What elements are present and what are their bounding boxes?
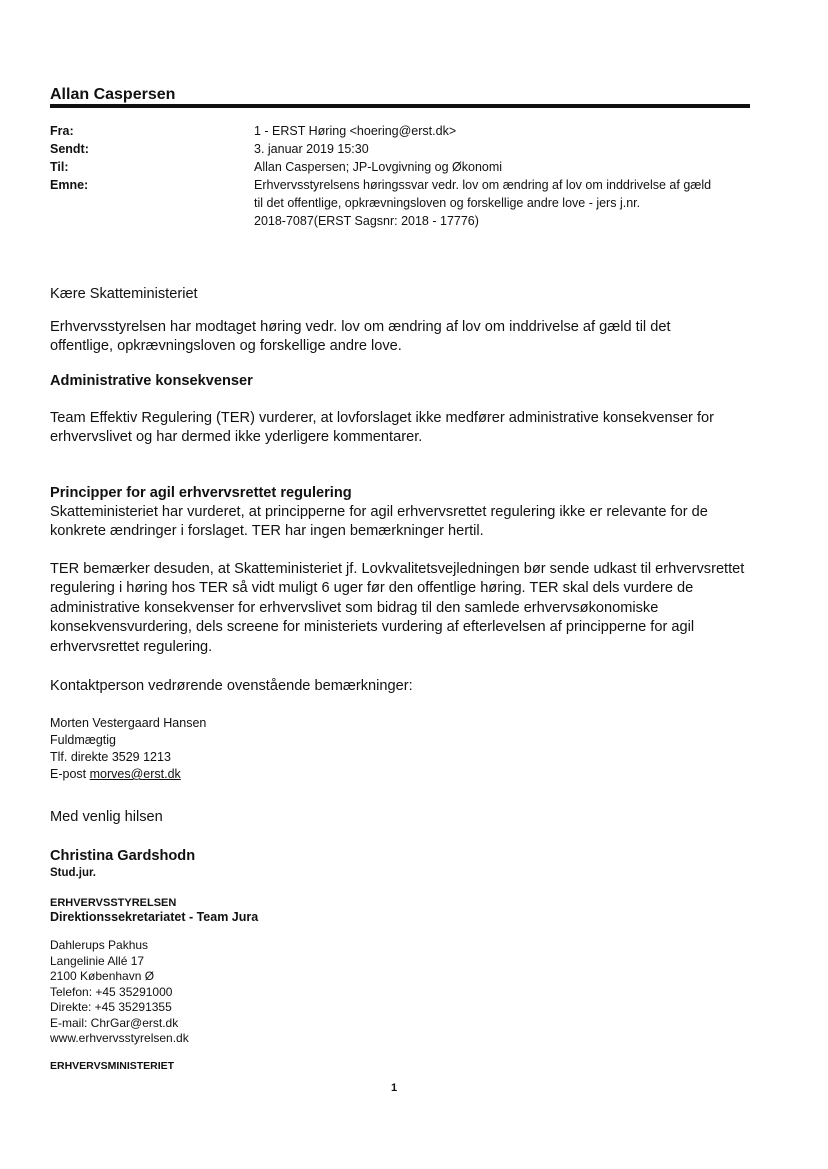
sender-name: Allan Caspersen (50, 86, 176, 103)
subject-label: Emne: (50, 178, 89, 192)
principles-paragraph (50, 503, 750, 542)
signature-title: Stud.jur. (50, 867, 96, 879)
intro-paragraph (50, 318, 750, 357)
header-rule (50, 104, 750, 108)
ter-paragraph (50, 560, 750, 657)
signature-org: ERHVERVSSTYRELSEN (50, 897, 177, 909)
address-line: E-mail: ChrGar@erst.dk (50, 1015, 179, 1030)
section-heading-admin: Administrative konsekvenser (50, 373, 253, 389)
contact-email-row (50, 766, 750, 783)
ter-line: erhvervsrettet regulering. (50, 638, 213, 655)
contact-phone: Tlf. direkte 3529 1213 (50, 750, 171, 764)
contact-email-link[interactable]: morves@erst.dk (89, 767, 181, 781)
to-label: Til: (50, 160, 69, 174)
signature-department: Direktionssekretariatet - Team Jura (50, 910, 259, 924)
admin-line: erhvervslivet og har dermed ikke yderligere kommentarer. (50, 429, 423, 446)
website-line: www.erhvervsstyrelsen.dk (50, 1031, 189, 1045)
ter-line: regulering i høring hos TER så vidt muligt 6 uger før den offentlige høring. TER skal dels vurdere de (50, 580, 694, 597)
address-line: Langelinie Allé 17 (50, 953, 145, 968)
sent-value: 3. januar 2019 15:30 (254, 142, 369, 156)
page-number: 1 (391, 1082, 398, 1094)
ter-line: administrative konsekvenser for erhvervslivet som bidrag til den samlede erhvervsøkonomiske (50, 599, 659, 616)
address-line: Direkte: +45 35291355 (50, 1000, 172, 1014)
address-line: Dahlerups Pakhus (50, 938, 149, 952)
signature-ministry: ERHVERVSMINISTERIET (50, 1060, 175, 1072)
ter-line: TER bemærker desuden, at Skatteministeriet jf. Lovkvalitetsvejledningen bør sende udkast til erhvervsrettet (50, 561, 745, 577)
subject-line-3: 2018-7087(ERST Sagsnr: 2018 - 17776) (254, 214, 479, 228)
greeting: Kære Skatteministeriet (50, 286, 198, 302)
admin-line: Team Effektiv Regulering (TER) vurderer, at lovforslaget ikke medfører administrative konsekvenser for (50, 410, 715, 426)
contact-title: Fuldmægtig (50, 733, 116, 747)
ter-line: konsekvensvurdering, dels screene for ministeriets vurdering af efterlevelsen af principperne for agil (50, 619, 695, 636)
contact-intro: Kontaktperson vedrørende ovenstående bemærkninger: (50, 678, 413, 694)
to-value: Allan Caspersen; JP-Lovgivning og Økonomi (254, 160, 503, 174)
contact-email-prefix: E-post (50, 767, 90, 781)
section-heading-principles: Principper for agil erhvervsrettet regulering (50, 485, 352, 501)
admin-paragraph (50, 409, 750, 448)
address-line: Telefon: +45 35291000 (50, 984, 173, 999)
sent-label: Sendt: (50, 142, 89, 156)
subject-line-1: Erhvervsstyrelsens høringssvar vedr. lov om ændring af lov om inddrivelse af gæld (254, 178, 712, 192)
from-value: 1 - ERST Høring <hoering@erst.dk> (254, 124, 457, 138)
address-line: 2100 København Ø (50, 969, 155, 983)
intro-line: Erhvervsstyrelsen har modtaget høring vedr. lov om ændring af lov om inddrivelse af gæld til det (50, 319, 671, 335)
signature-address (50, 938, 189, 1047)
contact-block (50, 715, 750, 783)
from-label: Fra: (50, 124, 74, 138)
principles-line: Skatteministeriet har vurderet, at principperne for agil erhvervsrettet regulering ikke er relevante for de (50, 504, 708, 520)
signature-name: Christina Gardshodn (50, 848, 196, 864)
subject-line-2: til det offentlige, opkrævningsloven og forskellige andre love - jers j.nr. (254, 196, 641, 210)
intro-line: offentlige, opkrævningsloven og forskellige andre love. (50, 338, 402, 355)
closing: Med venlig hilsen (50, 809, 163, 825)
contact-name: Morten Vestergaard Hansen (50, 716, 207, 730)
principles-line: konkrete ændringer i forslaget. TER har ingen bemærkninger hertil. (50, 523, 484, 540)
